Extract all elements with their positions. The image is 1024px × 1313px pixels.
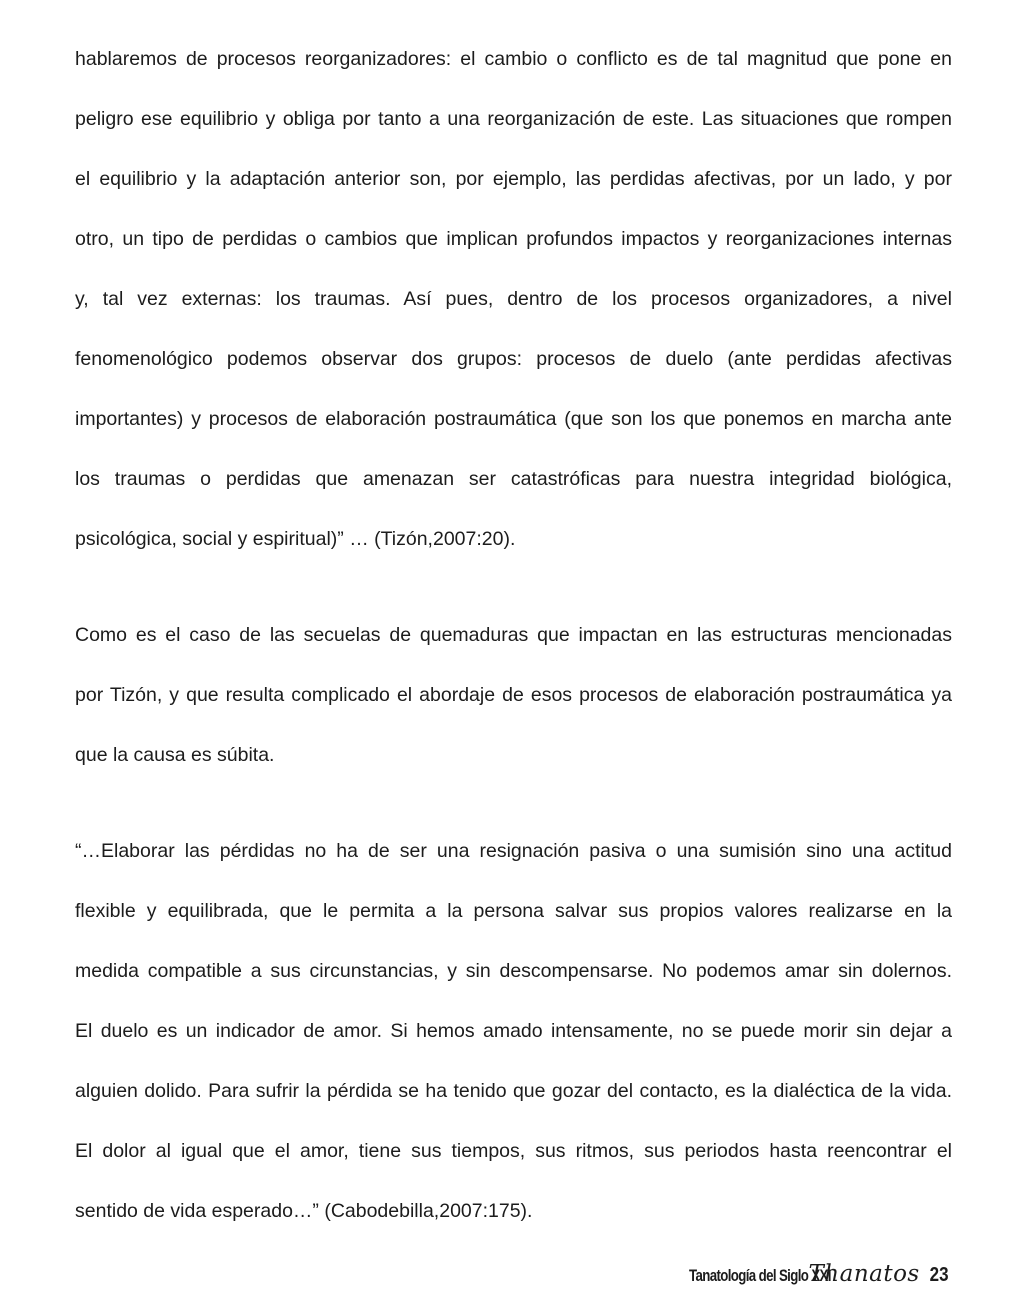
text-line: que la causa es súbita. [75, 744, 275, 766]
text-line: “…Elaborar las pérdidas no ha de ser una resignación pasiva o una sumisión sino una actitud [75, 840, 952, 862]
text-line: por Tizón, y que resulta complicado el abordaje de esos procesos de elaboración postraumática ya [75, 684, 952, 706]
paragraph-1 [75, 50, 952, 590]
text-line: sentido de vida esperado…” (Cabodebilla,2007:175). [75, 1200, 533, 1222]
text-line: El duelo es un indicador de amor. Si hemos amado intensamente, no se puede morir sin dejar a [75, 1020, 952, 1042]
page-footer [649, 1261, 950, 1289]
text-line: flexible y equilibrada, que le permita a la persona salvar sus propios valores realizarse en la [75, 900, 952, 922]
page-number: 23 [929, 1264, 949, 1286]
text-line: peligro ese equilibrio y obliga por tanto a una reorganización de este. Las situaciones que rompen [75, 108, 952, 130]
publication-title: Tanatología del Siglo XXI [688, 1266, 831, 1285]
text-line: y, tal vez externas: los traumas. Así pues, dentro de los procesos organizadores, a nivel [75, 288, 952, 310]
text-line: medida compatible a sus circunstancias, y sin descompensarse. No podemos amar sin dolernos. [75, 960, 952, 982]
paragraph-2 [75, 626, 952, 806]
text-line: importantes) y procesos de elaboración postraumática (que son los que ponemos en marcha ante [75, 408, 952, 430]
text-line: fenomenológico podemos observar dos grupos: procesos de duelo (ante perdidas afectivas [75, 348, 952, 370]
text-line: psicológica, social y espiritual)” … (Tizón,2007:20). [75, 528, 516, 550]
text-line: el equilibrio y la adaptación anterior son, por ejemplo, las perdidas afectivas, por un lado, y por [75, 168, 952, 190]
text-line: los traumas o perdidas que amenazan ser catastróficas para nuestra integridad biológica, [75, 468, 952, 490]
paragraph-3 [75, 842, 952, 1262]
thanatos-logo: Thanatos [808, 1261, 920, 1287]
text-line: hablaremos de procesos reorganizadores: el cambio o conflicto es de tal magnitud que pone en [75, 48, 952, 70]
text-line: El dolor al igual que el amor, tiene sus tiempos, sus ritmos, sus periodos hasta reencontrar el [75, 1140, 952, 1162]
text-line: otro, un tipo de perdidas o cambios que implican profundos impactos y reorganizaciones internas [75, 228, 952, 250]
text-line: Como es el caso de las secuelas de quemaduras que impactan en las estructuras mencionadas [75, 624, 952, 646]
text-line: alguien dolido. Para sufrir la pérdida se ha tenido que gozar del contacto, es la dialéctica de la vida. [75, 1080, 952, 1102]
